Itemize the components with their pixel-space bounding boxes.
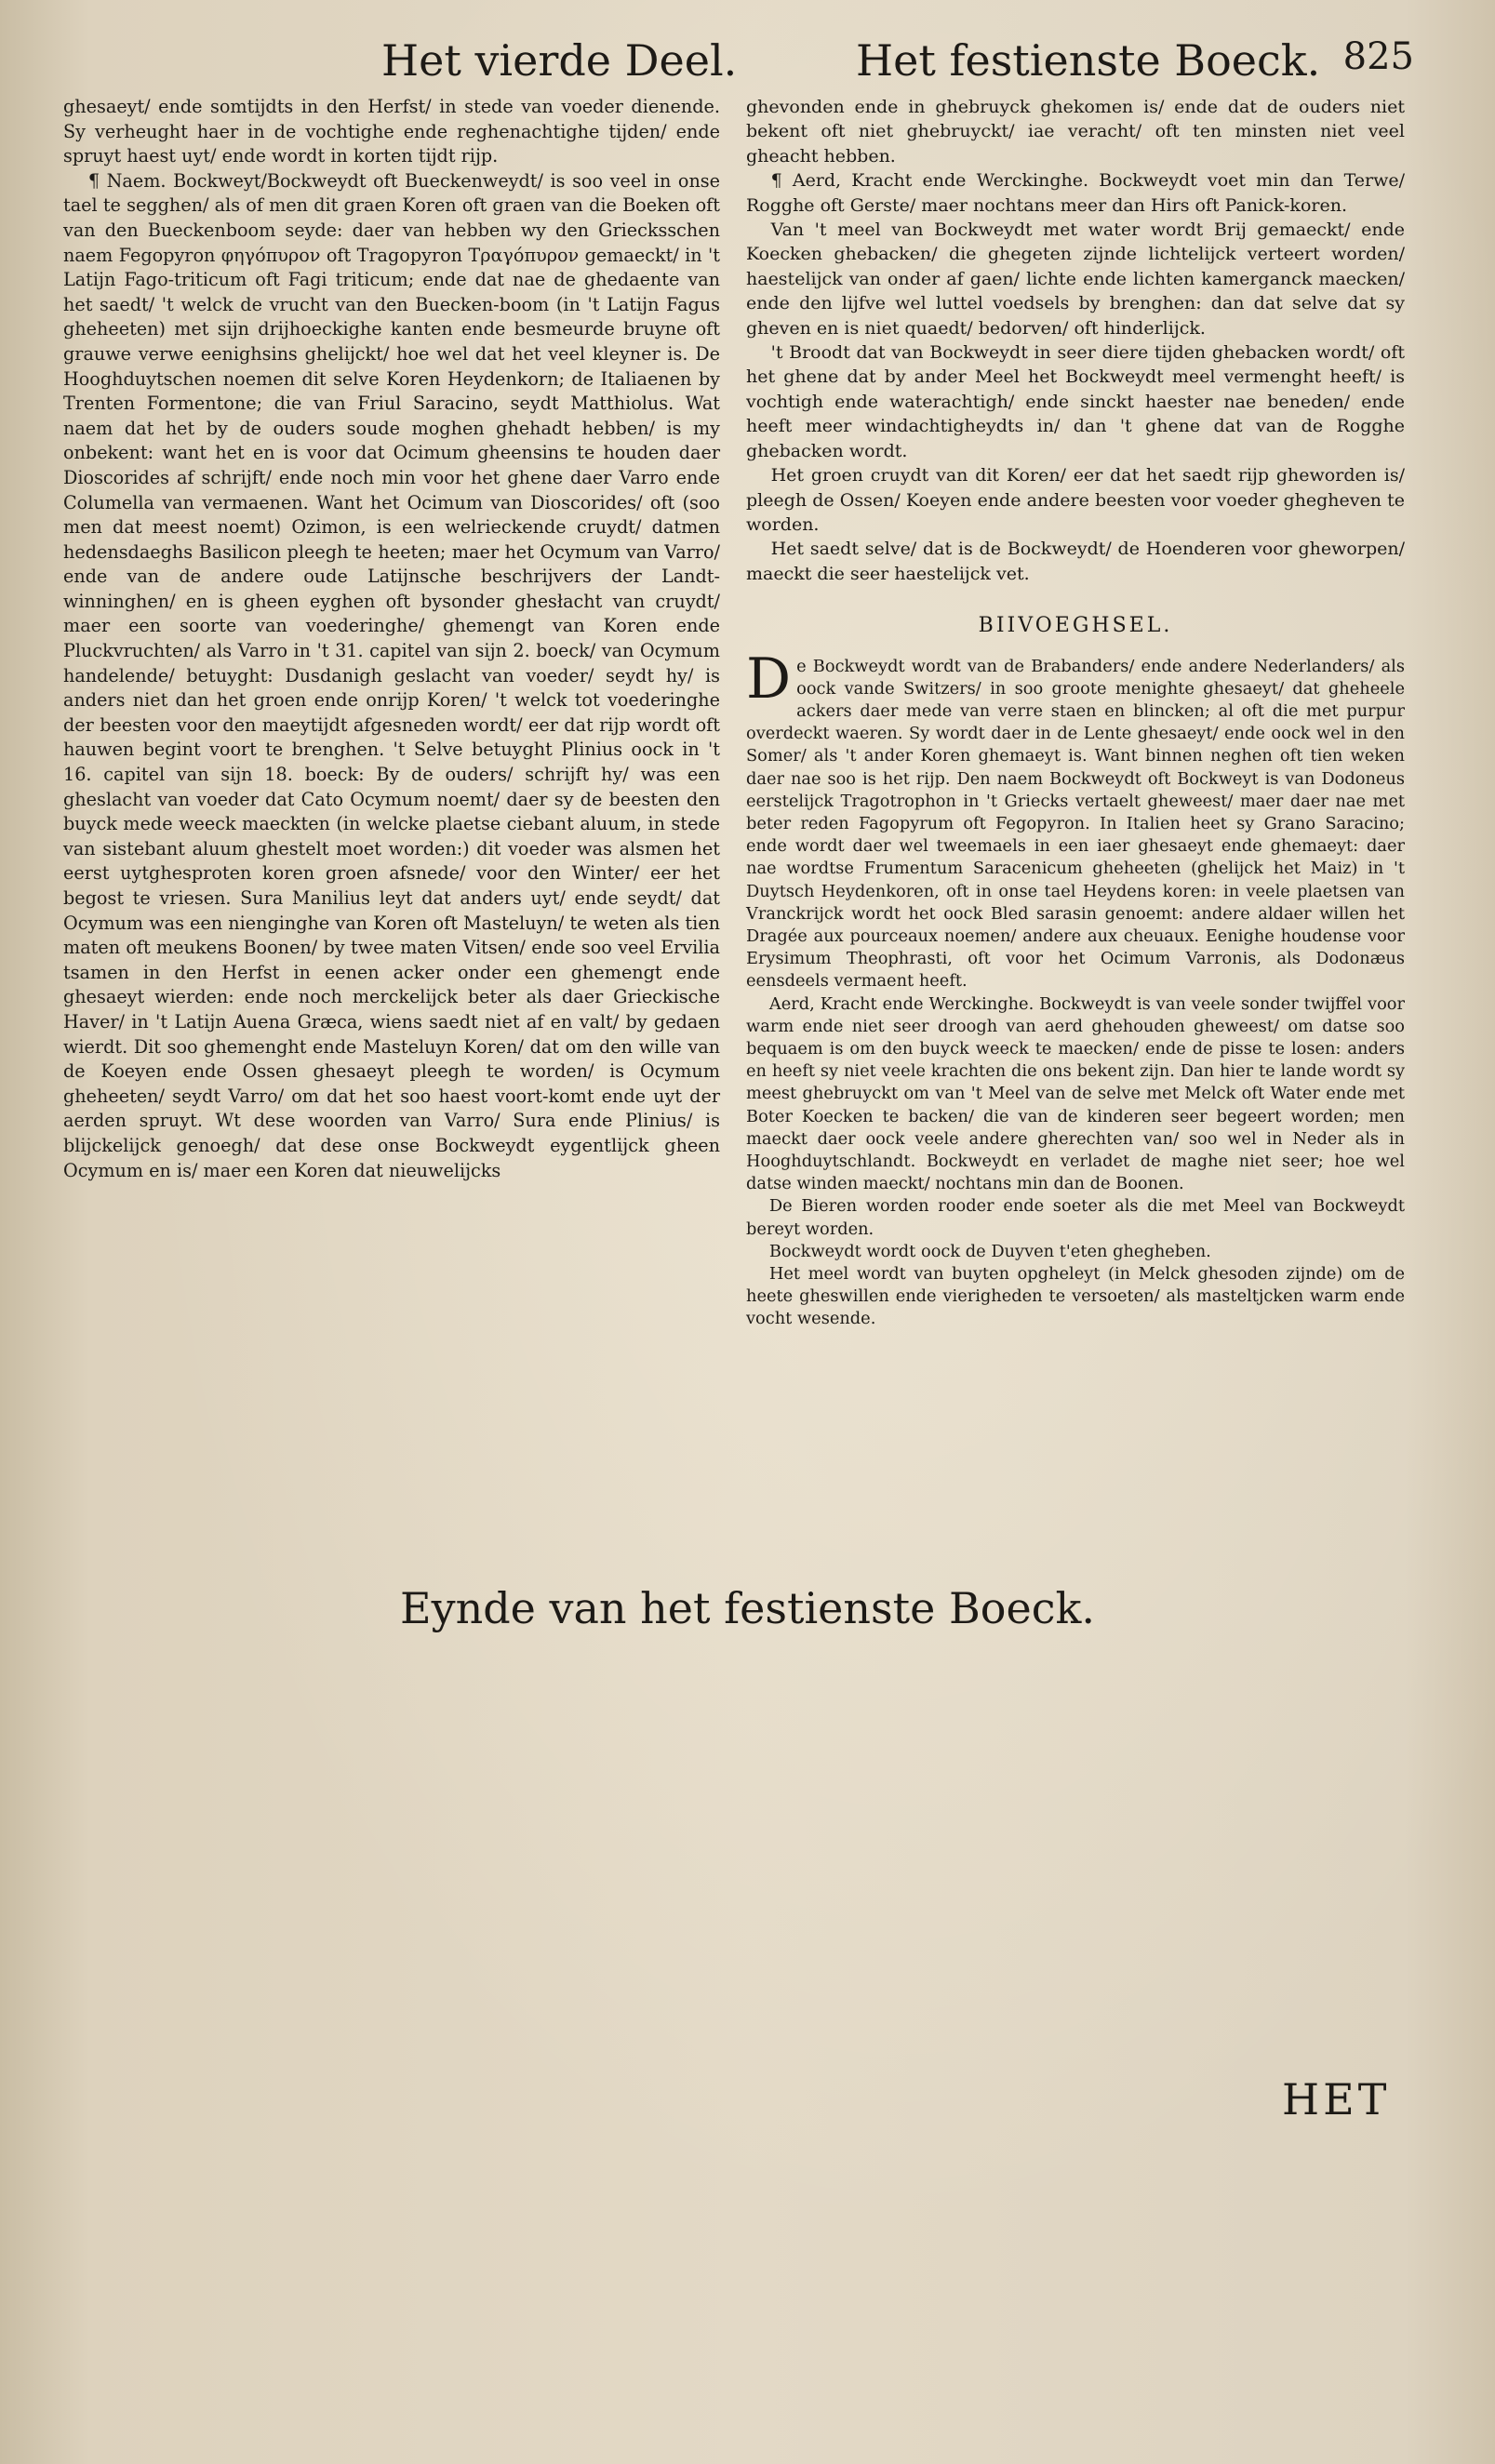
running-header	[56, 35, 1414, 91]
header-book-title: Het festienste Boeck.	[856, 35, 1321, 86]
header-part-title: Het vierde Deel.	[381, 35, 738, 86]
paragraph-text: e Bockweydt wordt van de Brabanders/ ende andere Nederlanders/ als oock vande Switzers/ in soo groote menighte ghesaeyt/ dat gheheele ackers daer mede van verre staen en blincken; al oft die met purpur overdeckt waeren. Sy wordt daer in de Lente ghesaeyt/ ende oock wel in den Somer/ als 't ander Koren ghemaeyt is. Want binnen neghen oft tien weken daer nae soo is het rijp. Den naem Bockweydt oft Bockweyt is van Dodoneus eerstelijck Tragotrophon in 't Griecks vertaelt gheweest/ maer daer nae met beter reden Fagopyrum oft Fegopyron. In Italien heet sy Grano Saracino; ende wordt daer wel tweemaels in een iaer ghesaeyt ende ghemaeyt: daer nae wordtse Frumentum Saracenicum gheheeten (ghelijck het Maiz) in 't Duytsch Heydenkoren, oft in onse tael Heydens koren: in veele plaetsen van Vranckrijck wordt het oock Bled sarasin genoemt: andere aldaer willen het Dragée aux pourceaux noemen/ andere aux cheuaux. Eenighe houdense voor Erysimum Theophrasti, oft voor het Ocimum Varronis, als Dodonæus eensdeels vermaent heeft.	[746, 656, 1405, 992]
paragraph: Het meel wordt van buyten opgheleyt (in Melck ghesoden zijnde) om de heete gheswillen ende vierigheden te versoeten/ als masteltjcken warm ende vocht wesende.	[746, 1264, 1405, 1329]
paragraph: ghesaeyt/ ende somtijdts in den Herfst/ in stede van voeder dienende. Sy verheught haer in de vochtighe ende reghenachtighe tijden/ ende spruyt haest uyt/ ende wordt in korten tijdt rijp.	[63, 96, 720, 167]
paragraph: Bockweydt wordt oock de Duyven t'eten ghegheben.	[768, 1241, 1211, 1261]
paragraph: 't Broodt dat van Bockweydt in seer diere tijden ghebacken wordt/ oft het ghene dat by ander Meel het Bockweydt meel vermenght heeft/ is vochtigh ende waterachtigh/ ende sinckt haester nae beneden/ ende heeft meer windachtigheydts in/ dan 't ghene dat van de Rogghe ghebacken wordt.	[746, 342, 1405, 461]
paragraph: Het saedt selve/ dat is de Bockweydt/ de Hoenderen voor gheworpen/ maeckt die seer haestelijck vet.	[746, 539, 1405, 584]
section-title: BIIVOEGHSEL.	[978, 614, 1173, 638]
paragraph: ¶ Naem. Bockweyt/Bockweydt oft Bueckenweydt/ is soo veel in onse tael te segghen/ als of men dit graen Koren oft graen van die Boeken oft van den Bueckenboom seyde: daer van hebben wy den Griecksschen naem Fegopyron φηγόπυρον oft Tragopyron Τραγόπυρον gemaeckt/ in 't Latijn Fago-triticum oft Fagi triticum; ende dat nae de ghedaente van het saedt/ 't welck de vrucht van den Buecken-boom (in 't Latijn Fagus gheheeten) met sijn drijhoeckighe kanten ende besmeurde bruyne oft grauwe verwe eenighsins ghelijckt/ hoe wel dat het veel kleyner is. De Hooghduytschen noemen dit selve Koren Heydenkorn; de Italiaenen by Trenten Formentone; die van Friul Saracino, seydt Matthiolus. Wat naem dat het by de ouders soude moghen ghehadt hebben/ is my onbekent: want het en is voor dat Ocimum gheensins te houden daer Dioscorides af schrijft/ ende noch min voor het ghene daer Varro ende Columella van vermaenen. Want het Ocimum van Dioscorides/ oft (soo men dat meest noemt) Ozimon, is een welrieckende cruydt/ datmen hedensdaeghs Basilicon pleegh te heeten; maer het Ocymum van Varro/ ende van de andere oude Latijnsche beschrijvers der Landt-winninghen/ en is gheen eyghen oft bysonder ghesłacht van cruydt/ maer een soorte van voederinghe/ ghemengt van Koren ende Pluckvruchten/ als Varro in 't 31. capitel van sijn 2. boeck/ van Ocymum handelende/ betuyght: Dusdanigh geslacht van voeder/ seydt hy/ is anders niet dan het groen ende onrijp Koren/ 't welck tot voederinghe der beesten voor den maeytijdt afgesneden wordt/ eer dat rijp wordt oft hauwen begint voort te brenghen. 't Selve betuyght Plinius oock in 't 16. capitel van sijn 18. boeck: By de ouders/ schrijft hy/ was een gheslacht van voeder dat Cato Ocymum noemt/ daer sy de beesten den buyck mede weeck maeckten (in welcke plaetse ciebant aluum, in stede van sistebant aluum ghestelt moet worden:) dit voeder was alsmen het eerst uytghesproten koren groen afsnede/ voor den Winter/ eer het begost te vriesen. Sura Manilius leyt dat anders uyt/ ende seydt/ dat Ocymum was een nienginghe van Koren oft Masteluyn/ te weten als tien maten oft meukens Boonen/ by twee maten Vitsen/ ende soo veel Ervilia tsamen in den Herfst in eenen acker onder een ghemengt ende ghesaeyt wierden: ende noch merckelijck beter als daer Grieckische Haver/ in 't Latijn Auena Græca, wiens saedt niet af en valt/ by gedaen wierdt. Dit soo ghemenght ende Masteluyn Koren/ dat om den wille van de Koeyen ende Ossen ghesaeyt pleegh te worden/ is Ocymum gheheeten/ seydt Varro/ om dat het soo haest voort-komt ende uyt der aerden spruyt. Wt dese woorden van Varro/ Sura ende Plinius/ is blijckelijck genoegh/ dat dese onse Bockweydt eygentlijck gheen Ocymum en is/ maer een Koren dat nieuwelijcks	[63, 169, 720, 1181]
catchword: HET	[1282, 2074, 1391, 2124]
book-end-colophon: Eynde van het festienste Boeck.	[400, 1583, 1095, 1633]
paragraph: ¶ Aerd, Kracht ende Werckinghe. Bockweydt voet min dan Terwe/ Rogghe oft Gerste/ maer nochtans meer dan Hirs oft Panick-koren.	[746, 170, 1405, 216]
paragraph: Van 't meel van Bockweydt met water wordt Brij gemaeckt/ ende Koecken ghebacken/ die ghegeten zijnde lichtelijck verteert worden/ haestelijck van onder af gaen/ lichte ende lichten kamerganck maecken/ ende den lijfve wel luttel voedsels by brenghen: dan dat selve dat sy gheven en is niet quaedt/ bedorven/ oft hinderlijck.	[746, 220, 1405, 339]
paragraph: De Bieren worden rooder ende soeter als die met Meel van Bockweydt bereyt worden.	[746, 1196, 1405, 1239]
left-column	[63, 95, 720, 1183]
paragraph: Aerd, Kracht ende Werckinghe. Bockweydt is van veele sonder twijffel voor warm ende niet seer droogh van aerd ghehouden gheweest/ om datse soo bequaem is om den buyck weeck te maecken/ ende de pisse te losen: anders en heeft sy niet veele krachten die ons bekent zijn. Dan hier te lande wordt sy meest ghebruyckt om van 't Meel van de selve met Melck oft Water ende met Boter Koecken te backen/ die van de kinderen seer begeert worden; men maeckt daer oock veele andere gherechten van/ soo wel in Neder als in Hooghduytschlandt. Bockweydt en verladet de maghe niet seer; hoe wel datse winden maeckt/ nochtans min dan de Boonen.	[746, 993, 1405, 1194]
right-column	[746, 95, 1405, 1331]
paragraph: Het groen cruydt van dit Koren/ eer dat het saedt rijp gheworden is/ pleegh de Ossen/ Koeyen ende andere beesten voor voeder ghegheven te worden.	[746, 465, 1405, 535]
page-number: 825	[1342, 35, 1414, 78]
drop-cap: D	[746, 646, 792, 712]
paragraph	[746, 646, 1405, 993]
supplement-section	[746, 646, 1405, 1331]
paragraph: ghevonden ende in ghebruyck ghekomen is/ ende dat de ouders niet bekent oft niet ghebruyckt/ iae veracht/ oft ten minsten niet veel gheacht hebben.	[746, 97, 1405, 166]
